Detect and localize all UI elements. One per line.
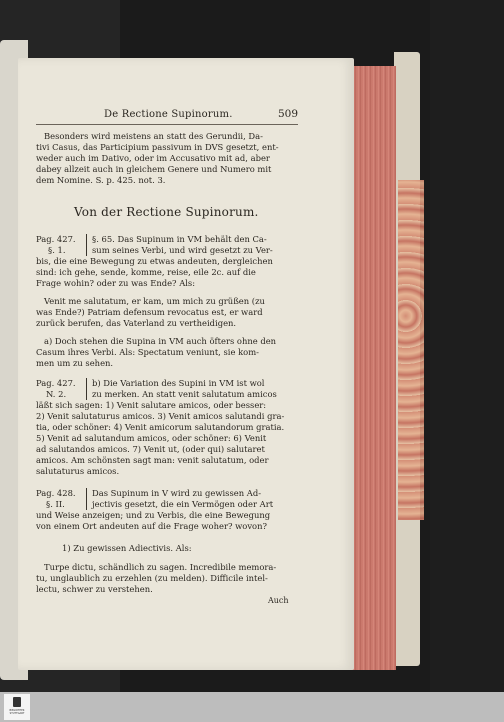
text-line: b) Die Variation des Supini in VM ist wol (92, 378, 265, 388)
text-line: Besonders wird meistens an statt des Gerundii, Da- (44, 131, 263, 141)
running-title: De Rectione Supinorum. (104, 109, 233, 120)
background-right (430, 0, 504, 722)
reference-brace (86, 234, 87, 256)
text-line: lectu, schwer zu verstehen. (36, 584, 153, 594)
text-line: Casum ihres Verbi. Als: Spectatum veniunt, sie kom- (36, 347, 259, 357)
text-line: a) Doch stehen die Supina in VM auch öfters ohne den (44, 336, 277, 346)
text-line: Frage wohin? oder zu was Ende? Als: (36, 278, 196, 288)
book-fore-edge (352, 66, 396, 670)
text-line: und Weise anzeigen; und zu Verbis, die eine Bewegung (36, 510, 271, 520)
text-line: weder auch im Dativo, oder im Accusativo mit ad, aber (36, 153, 270, 163)
library-logo-text: BIBLIOTHEK STUTTGART (9, 709, 25, 715)
margin-reference: §. II. (46, 499, 65, 509)
subheading: 1) Zu gewissen Adiectivis. Als: (62, 543, 192, 553)
reference-brace (86, 488, 87, 510)
reference-brace (86, 378, 87, 400)
text-line: dem Nomine. S. p. 425. not. 3. (36, 175, 166, 185)
text-line: sind: ich gehe, sende, komme, reise, eile 2c. auf die (36, 267, 256, 277)
catchword: Auch (268, 596, 289, 605)
header-rule (36, 124, 298, 125)
text-line: ad salutandos amicos. 7) Venit ut, (oder qui) salutaret (36, 444, 265, 454)
text-line: Venit me salutatum, er kam, um mich zu grüßen (zu (44, 296, 265, 306)
margin-reference: §. 1. (48, 245, 66, 255)
page-number: 509 (278, 108, 299, 120)
text-line: tivi Casus, das Participium passivum in DVS gesetzt, ent- (36, 142, 279, 152)
text-line: Das Supinum in V wird zu gewissen Ad- (92, 488, 262, 498)
text-line: was Ende?) Patriam defensum revocatus est, er ward (36, 307, 263, 317)
margin-reference: N. 2. (46, 389, 67, 399)
margin-reference: Pag. 427. (36, 378, 76, 388)
text-line: tia, oder schöner: 4) Venit amicorum salutandorum gratia. (36, 422, 285, 432)
text-line: 2) Venit salutaturus amicos. 3) Venit amicos salutandi gra- (36, 411, 285, 421)
text-line: zu merken. An statt venit salutatum amicos (92, 389, 277, 399)
text-line: bis, die eine Bewegung zu etwas andeuten, dergleichen (36, 256, 273, 266)
margin-reference: Pag. 427. (36, 234, 76, 244)
text-line: salutaturus amicos. (36, 466, 120, 476)
marbled-endpaper (398, 180, 424, 520)
viewer-footer-bar (0, 692, 504, 722)
library-logo (4, 694, 30, 720)
text-line: zurück berufen, das Vaterland zu vertheidigen. (36, 318, 237, 328)
text-line: §. 65. Das Supinum in VM behält den Ca- (92, 234, 267, 244)
text-line: amicos. Am schönsten sagt man: venit salutatum, oder (36, 455, 269, 465)
text-line: dabey allzeit auch in gleichem Genere und Numero mit (36, 164, 272, 174)
text-line: men um zu sehen. (36, 358, 114, 368)
text-line: tu, unglaublich zu erzehlen (zu melden). Difficile intel- (36, 573, 268, 583)
text-line: jectivis gesetzt, die ein Vermögen oder Art (92, 499, 274, 509)
text-line: läßt sich sagen: 1) Venit salutare amicos, oder besser: (36, 400, 267, 410)
text-line: Turpe dictu, schändlich zu sagen. Incredibile memora- (44, 562, 277, 572)
margin-reference: Pag. 428. (36, 488, 76, 498)
text-line: 5) Venit ad salutandum amicos, oder schöner: 6) Venit (36, 433, 267, 443)
text-line: sum seines Verbi, und wird gesetzt zu Ver- (92, 245, 273, 255)
section-heading: Von der Rectione Supinorum. (74, 205, 259, 219)
text-line: von einem Ort andeuten auf die Frage woher? wovon? (36, 521, 267, 531)
library-logo-icon (13, 697, 21, 707)
